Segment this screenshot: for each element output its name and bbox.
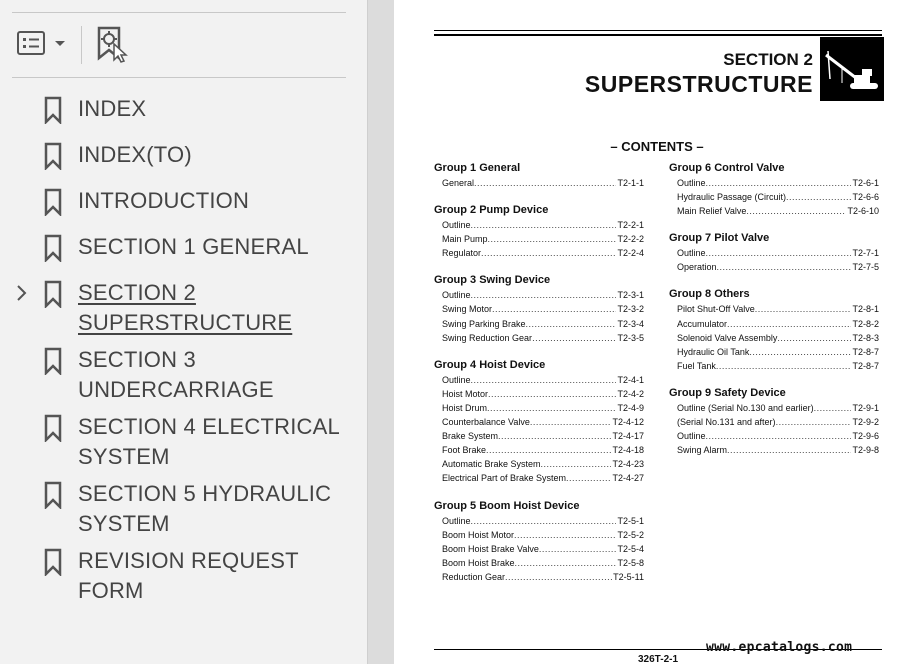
entry-title: Counterbalance Valve <box>442 417 530 428</box>
bookmark-icon <box>44 142 62 170</box>
contents-entry[interactable] <box>677 443 879 457</box>
bookmark-label: SECTION 1 GENERAL <box>78 234 309 259</box>
contents-group <box>434 357 644 486</box>
entry-page: T2-8-7 <box>852 346 879 357</box>
contents-entry[interactable] <box>677 331 879 345</box>
bookmark-icon <box>44 234 62 262</box>
chevron-down-icon <box>54 30 66 56</box>
entry-title: Fuel Tank <box>677 360 716 371</box>
entry-page: T2-4-12 <box>612 417 644 428</box>
entry-title: Reduction Gear <box>442 571 506 582</box>
entry-page: T2-5-2 <box>617 529 644 540</box>
contents-entry[interactable] <box>677 246 879 260</box>
bookmarks-toolbar <box>0 0 367 78</box>
group-title: Group 1 General <box>434 162 521 174</box>
contents-entry[interactable] <box>677 359 879 373</box>
entry-title: Outline (Serial No.130 and earlier) <box>677 402 814 413</box>
contents-right-column <box>669 160 879 469</box>
bookmark-label: REVISION REQUEST FORM <box>78 548 299 603</box>
toolbar-separator <box>81 26 82 64</box>
group-title: Group 6 Control Valve <box>669 162 785 174</box>
contents-group <box>434 202 644 260</box>
bookmark-label: INDEX <box>78 96 147 121</box>
options-menu-button[interactable] <box>16 30 68 60</box>
entry-page: T2-4-18 <box>612 445 644 456</box>
bookmark-section-2[interactable] <box>0 278 367 340</box>
entry-title: Automatic Brake System <box>442 459 541 470</box>
contents-entry[interactable] <box>442 528 644 542</box>
entry-page: T2-3-2 <box>617 304 644 315</box>
contents-entry[interactable] <box>442 232 644 246</box>
entry-title: Hoist Drum <box>442 402 488 413</box>
header-rule <box>434 34 882 36</box>
list-options-icon <box>16 30 46 56</box>
entry-title: Foot Brake <box>442 445 487 456</box>
contents-group <box>669 230 879 274</box>
entry-page: T2-8-3 <box>852 332 879 343</box>
entry-title: Boom Hoist Brake Valve <box>442 543 539 554</box>
bookmark-index[interactable] <box>0 94 367 126</box>
entry-title: Hydraulic Oil Tank <box>677 346 750 357</box>
entry-page: T2-3-4 <box>617 318 644 329</box>
contents-left-column <box>434 160 644 596</box>
bookmark-label: INDEX(TO) <box>78 142 192 167</box>
contents-entry[interactable] <box>442 288 644 302</box>
bookmark-label: INTRODUCTION <box>78 188 250 213</box>
contents-entry[interactable] <box>442 443 644 457</box>
contents-entry[interactable] <box>442 415 644 429</box>
bookmark-icon <box>44 414 62 442</box>
entry-page: T2-5-8 <box>617 557 644 568</box>
toolbar-divider <box>12 12 346 13</box>
group-title: Group 9 Safety Device <box>669 386 786 399</box>
bookmark-section-3[interactable] <box>0 345 367 407</box>
crane-icon <box>820 37 884 101</box>
contents-group <box>434 272 644 344</box>
entry-title: Swing Reduction Gear <box>442 332 533 343</box>
contents-entry[interactable] <box>442 246 644 260</box>
bookmark-icon <box>44 347 62 375</box>
entry-title: Outline <box>442 220 471 231</box>
entry-title: Boom Hoist Motor <box>442 529 515 540</box>
group-title: Group 4 Hoist Device <box>434 358 546 371</box>
entry-title: Swing Parking Brake <box>442 318 526 329</box>
entry-page: T2-6-10 <box>847 206 879 217</box>
entry-title: Swing Alarm <box>677 445 728 456</box>
contents-entry[interactable] <box>442 457 644 471</box>
entry-title: Hoist Motor <box>442 388 489 399</box>
bookmark-label: SECTION 5 HYDRAULIC SYSTEM <box>78 481 332 536</box>
page-code: 326T-2-1 <box>638 654 679 665</box>
contents-group <box>434 160 644 190</box>
chevron-right-icon[interactable] <box>16 284 28 302</box>
entry-title: Outline <box>677 431 706 442</box>
contents-entry[interactable] <box>677 176 879 190</box>
entry-title: Brake System <box>442 431 499 442</box>
contents-entry[interactable] <box>442 570 644 584</box>
panel-resize-gutter[interactable] <box>368 0 394 664</box>
contents-entry[interactable] <box>442 471 644 485</box>
contents-entry[interactable] <box>677 260 879 274</box>
bookmark-label: SECTION 4 ELECTRICAL SYSTEM <box>78 414 340 469</box>
entry-page: T2-1-1 <box>617 178 644 188</box>
find-current-bookmark-button[interactable] <box>96 26 130 64</box>
entry-title: Swing Motor <box>442 304 493 315</box>
bookmark-introduction[interactable] <box>0 186 367 218</box>
contents-entry[interactable] <box>677 401 879 415</box>
bookmark-index-to[interactable] <box>0 140 367 172</box>
entry-title: Hydraulic Passage (Circuit) <box>677 192 787 203</box>
contents-entry[interactable] <box>442 176 644 190</box>
bookmarks-panel <box>0 0 367 664</box>
section-number: SECTION 2 <box>723 50 813 69</box>
bookmark-icon <box>44 481 62 509</box>
entry-page: T2-3-5 <box>617 332 644 343</box>
entry-title: Pilot Shut-Off Valve <box>677 304 755 315</box>
group-title: Group 3 Swing Device <box>434 274 551 287</box>
entry-page: T2-3-1 <box>617 290 644 301</box>
contents-entry[interactable] <box>442 331 644 345</box>
entry-page: T2-5-4 <box>617 543 644 554</box>
entry-page: T2-2-1 <box>617 220 644 231</box>
entry-page: T2-9-2 <box>852 417 879 428</box>
contents-heading: – CONTENTS – <box>610 139 704 154</box>
entry-page: T2-5-1 <box>617 515 644 526</box>
entry-title: Electrical Part of Brake System <box>442 473 567 484</box>
entry-title: Outline <box>677 248 706 259</box>
contents-entry[interactable] <box>442 302 644 316</box>
contents-entry[interactable] <box>442 556 644 570</box>
contents-entry[interactable] <box>442 387 644 401</box>
toolbar-divider <box>12 77 346 78</box>
entry-title: Regulator <box>442 248 482 259</box>
bookmark-label: SECTION 3 UNDERCARRIAGE <box>78 347 274 402</box>
entry-page: T2-4-17 <box>612 431 644 442</box>
entry-title: Main Pump <box>442 234 488 245</box>
bookmark-icon <box>44 280 62 308</box>
entry-title: Solenoid Valve Assembly <box>677 332 778 343</box>
entry-title: (Serial No.131 and after) <box>677 417 776 428</box>
entry-title: Outline <box>442 374 471 385</box>
bookmark-label: SECTION 2 SUPERSTRUCTURE <box>78 280 293 335</box>
contents-entry[interactable] <box>442 401 644 415</box>
entry-page: T2-5-11 <box>613 571 644 582</box>
entry-title: Boom Hoist Brake <box>442 557 515 568</box>
contents-entry[interactable] <box>677 204 879 218</box>
watermark: www.epcatalogs.com <box>706 640 853 655</box>
contents-entry[interactable] <box>677 345 879 359</box>
entry-title: Accumulator <box>677 318 728 329</box>
bookmark-section-5[interactable] <box>0 479 367 541</box>
bookmark-revision-request-form[interactable] <box>0 546 367 603</box>
document-page <box>394 0 920 664</box>
entry-title: Outline <box>677 178 706 188</box>
group-title: Group 8 Others <box>669 288 750 301</box>
entry-page: T2-9-8 <box>852 445 879 456</box>
entry-title: Main Relief Valve <box>677 206 747 217</box>
entry-page: T2-7-5 <box>852 262 879 273</box>
contents-entry[interactable] <box>677 429 879 443</box>
bookmark-section-4[interactable] <box>0 412 367 474</box>
contents-group <box>669 160 879 218</box>
contents-entry[interactable] <box>442 429 644 443</box>
entry-page: T2-8-7 <box>852 360 879 371</box>
section-title: SUPERSTRUCTURE <box>584 71 813 97</box>
entry-title: Outline <box>442 290 471 301</box>
entry-page: T2-6-6 <box>852 192 879 203</box>
entry-page: T2-4-1 <box>617 374 644 385</box>
entry-title: General <box>442 178 475 188</box>
entry-page: T2-2-2 <box>617 234 644 245</box>
contents-group <box>434 498 644 584</box>
entry-title: Outline <box>442 515 471 526</box>
entry-page: T2-9-1 <box>852 402 879 413</box>
entry-page: T2-4-23 <box>612 459 644 470</box>
entry-page: T2-6-1 <box>852 178 879 188</box>
entry-page: T2-9-6 <box>852 431 879 442</box>
bookmark-icon <box>44 96 62 124</box>
entry-page: T2-8-1 <box>852 304 879 315</box>
contents-entry[interactable] <box>442 218 644 232</box>
contents-entry[interactable] <box>442 373 644 387</box>
group-title: Group 7 Pilot Valve <box>669 232 770 245</box>
contents-entry[interactable] <box>677 317 879 331</box>
bookmark-icon <box>44 548 62 576</box>
entry-page: T2-4-27 <box>612 473 644 484</box>
entry-page: T2-8-2 <box>852 318 879 329</box>
entry-page: T2-7-1 <box>852 248 879 259</box>
contents-group <box>669 286 879 372</box>
entry-page: T2-4-2 <box>617 388 644 399</box>
bookmark-icon <box>44 188 62 216</box>
contents-entry[interactable] <box>442 542 644 556</box>
contents-entry[interactable] <box>677 415 879 429</box>
entry-page: T2-4-9 <box>617 402 644 413</box>
contents-group <box>669 385 879 457</box>
header-rule <box>434 30 882 31</box>
entry-title: Operation <box>677 262 717 273</box>
find-current-bookmark-icon <box>96 26 130 64</box>
bookmark-section-1[interactable] <box>0 232 367 264</box>
contents-entry[interactable] <box>442 514 644 528</box>
contents-entry[interactable] <box>677 302 879 316</box>
contents-entry[interactable] <box>442 317 644 331</box>
contents-entry[interactable] <box>677 190 879 204</box>
crane-icon <box>820 37 884 101</box>
group-title: Group 2 Pump Device <box>434 204 549 217</box>
group-title: Group 5 Boom Hoist Device <box>434 499 580 512</box>
entry-page: T2-2-4 <box>617 248 644 259</box>
